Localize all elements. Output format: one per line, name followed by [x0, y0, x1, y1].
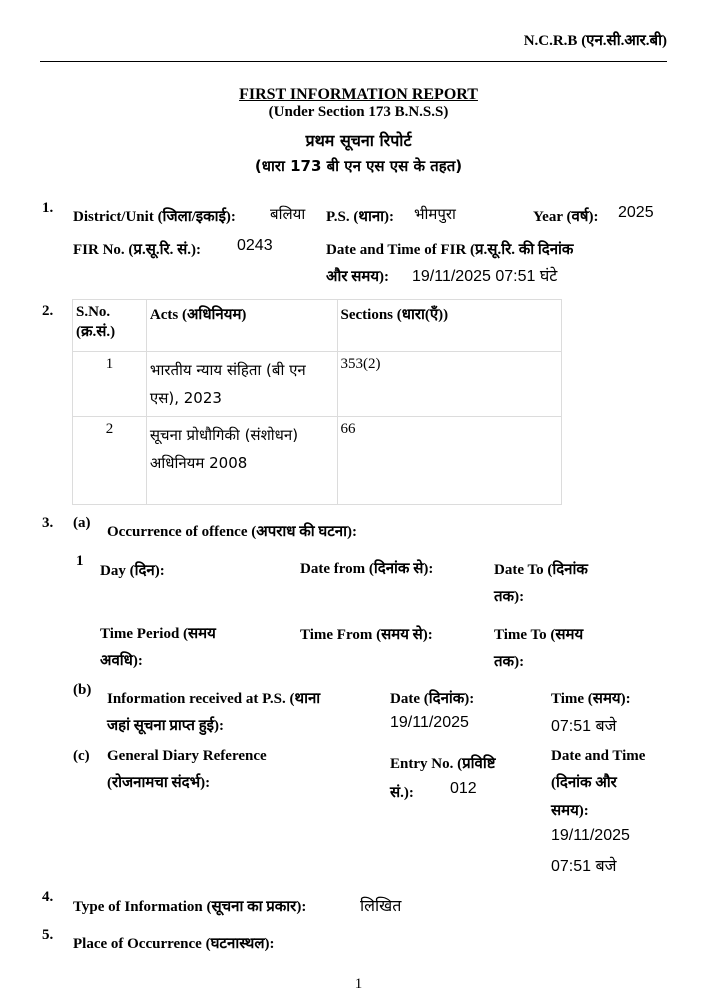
report-subtitle: (Under Section 173 B.N.S.S)	[268, 104, 449, 120]
date-from-label: Date from (दिनांक से):	[300, 561, 434, 577]
report-subtitle-hindi: (धारा 173 बी एन एस एस के तहत)	[254, 157, 463, 175]
year-label: Year (वर्ष):	[533, 209, 599, 225]
time-to-label-line2: तक):	[494, 654, 525, 670]
subsection-b-marker: (b)	[73, 682, 92, 698]
info-date-label: Date (दिनांक):	[390, 691, 475, 707]
header-agency: N.C.R.B (एन.सी.आर.बी)	[523, 33, 667, 49]
district-value: बलिया	[270, 206, 306, 223]
row-sno: 1	[73, 352, 147, 417]
sections-header: Sections (धारा(एँ))	[337, 300, 561, 352]
row-act: सूचना प्रोधौगिकी (संशोधन) अधिनियम 2008	[146, 417, 337, 505]
general-diary-label-line2: (रोजनामचा संदर्भ):	[107, 775, 211, 791]
info-received-label-line2: जहां सूचना प्राप्त हुई):	[107, 718, 225, 734]
date-to-label-line1: Date To (दिनांक	[494, 562, 588, 578]
general-diary-label-line1: General Diary Reference	[107, 748, 267, 764]
section-3-number: 3.	[42, 515, 54, 531]
fir-datetime-label-line2: और समय):	[326, 269, 390, 285]
subsection-c-marker: (c)	[73, 748, 90, 764]
acts-header: Acts (अधिनियम)	[146, 300, 337, 352]
section-5-number: 5.	[42, 927, 54, 943]
diary-datetime-label-line2: (दिनांक और	[551, 775, 617, 791]
table-header-row	[73, 300, 562, 352]
fir-datetime-value: 19/11/2025 07:51 घंटे	[412, 268, 558, 285]
district-label: District/Unit (जिला/इकाई):	[73, 209, 236, 225]
table-row	[73, 352, 562, 417]
police-station-label: P.S. (थाना):	[326, 209, 395, 225]
subsection-a-marker: (a)	[73, 515, 91, 531]
fir-datetime-label-line1: Date and Time of FIR (प्र.सू.रि. की दिनांक	[326, 242, 574, 258]
diary-time-value: 07:51 बजे	[551, 858, 617, 875]
occurrence-row-number: 1	[76, 553, 84, 569]
section-2-number: 2.	[42, 303, 54, 319]
time-from-label: Time From (समय से):	[300, 627, 433, 643]
diary-datetime-label-line3: समय):	[551, 803, 589, 819]
section-4-number: 4.	[42, 889, 54, 905]
occurrence-label: Occurrence of offence (अपराध की घटना):	[107, 524, 357, 540]
date-to-label-line2: तक):	[494, 589, 525, 605]
info-received-label-line1: Information received at P.S. (थाना	[107, 691, 321, 707]
section-1-number: 1.	[42, 200, 54, 216]
entry-number-label-line2: सं.):	[390, 785, 414, 801]
page-number: 1	[354, 976, 363, 992]
information-type-value: लिखित	[360, 898, 402, 915]
row-act: भारतीय न्याय संहिता (बी एन एस), 2023	[146, 352, 337, 417]
report-title-text: FIRST INFORMATION REPORT	[239, 86, 478, 103]
year-value: 2025	[618, 204, 654, 221]
information-type-label: Type of Information (सूचना का प्रकार):	[73, 899, 307, 915]
info-date-value: 19/11/2025	[390, 714, 469, 731]
time-period-label-line1: Time Period (समय	[100, 626, 216, 642]
acts-sections-table	[72, 299, 562, 505]
place-of-occurrence-label: Place of Occurrence (घटनास्थल):	[73, 936, 275, 952]
report-title-hindi: प्रथम सूचना रिपोर्ट	[305, 131, 412, 150]
diary-datetime-label-line1: Date and Time	[551, 748, 646, 764]
row-section: 66	[337, 417, 561, 505]
row-section: 353(2)	[337, 352, 561, 417]
day-label: Day (दिन):	[100, 563, 165, 579]
report-title	[0, 86, 717, 104]
fir-number-value: 0243	[237, 237, 273, 254]
row-sno: 2	[73, 417, 147, 505]
police-station-value: भीमपुरा	[414, 206, 456, 223]
fir-number-label: FIR No. (प्र.सू.रि. सं.):	[73, 242, 201, 258]
table-row	[73, 417, 562, 505]
entry-number-value: 012	[450, 780, 477, 797]
entry-number-label-line1: Entry No. (प्रविष्टि	[390, 756, 496, 772]
diary-date-value: 19/11/2025	[551, 827, 630, 844]
info-time-value: 07:51 बजे	[551, 718, 617, 735]
header-divider	[40, 61, 667, 62]
info-time-label: Time (समय):	[551, 691, 631, 707]
sno-header: S.No. (क्र.सं.)	[73, 300, 147, 352]
time-period-label-line2: अवधि):	[100, 653, 143, 669]
time-to-label-line1: Time To (समय	[494, 627, 584, 643]
